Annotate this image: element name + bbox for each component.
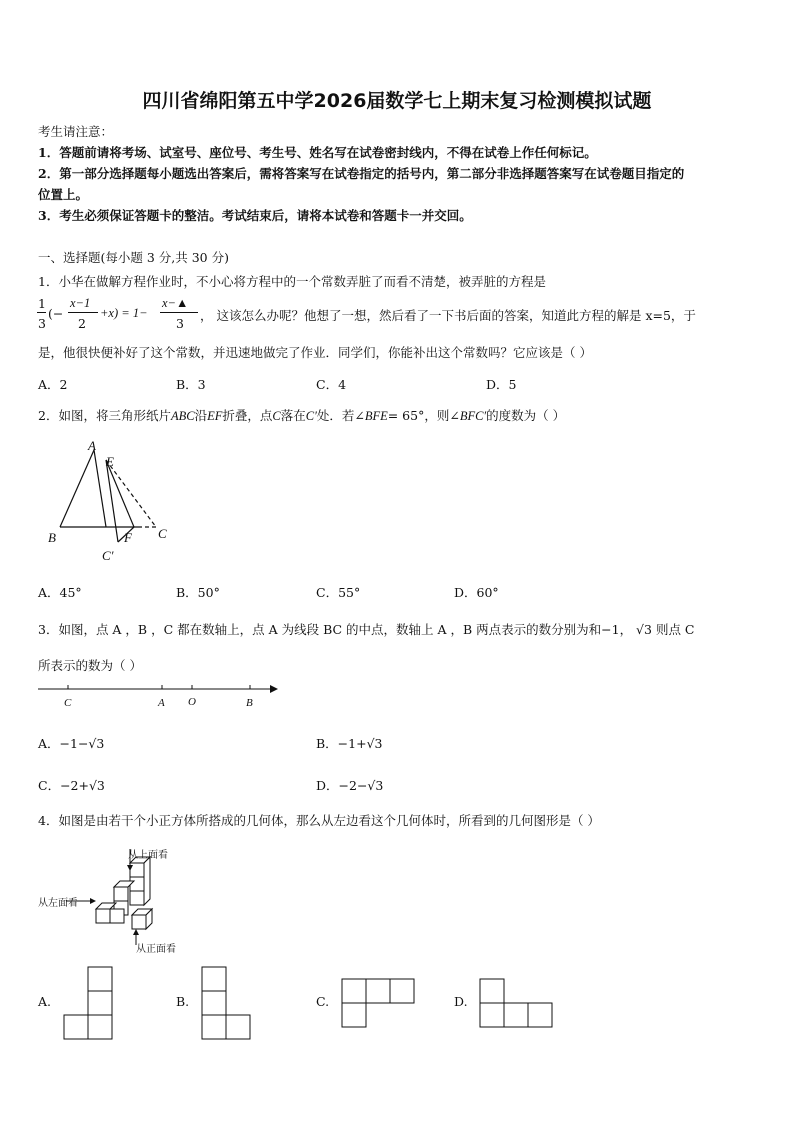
notice-item-1: 1．答题前请将考场、试室号、座位号、考生号、姓名写在试卷密封线内，不得在试卷上作任何标记。 bbox=[38, 145, 597, 160]
section-heading: 一、选择题(每小题 3 分,共 30 分) bbox=[38, 250, 229, 265]
q2-label-b: B bbox=[48, 530, 56, 545]
q1-option-b: B．3 bbox=[176, 377, 206, 392]
q4-option-a-figure bbox=[64, 966, 114, 1040]
q1-frac1-num: 1 bbox=[38, 296, 46, 311]
q2-label-cprime: C′ bbox=[102, 548, 114, 563]
q2-label-a: A bbox=[88, 438, 96, 453]
q3-axis-label-o: O bbox=[188, 696, 196, 708]
q2-stem: 2．如图，将三角形纸片ABC沿EF折叠，点C落在C′处．若∠BFE= 65°，则∠BFC′的度数为（ ） bbox=[38, 408, 566, 423]
q4-option-c-figure bbox=[341, 978, 415, 1028]
q3-option-d: D．−2−√3 bbox=[316, 778, 384, 793]
q2-label-e: E bbox=[106, 454, 114, 469]
q3-line2: 所表示的数为（ ） bbox=[38, 658, 142, 673]
q1-option-d: D．5 bbox=[486, 377, 517, 392]
q4-option-d-label: D. bbox=[454, 994, 468, 1009]
q3-axis-label-b: B bbox=[246, 697, 253, 709]
notice-item-3: 3．考生必须保证答题卡的整洁。考试结束后，请将本试卷和答题卡一并交回。 bbox=[38, 208, 472, 223]
q2-label-f: F bbox=[124, 530, 132, 545]
q1-line2-rest: ， 这该怎么办呢？他想了一想，然后看了一下书后面的答案，知道此方程的解是 x=5，于 bbox=[200, 308, 696, 323]
q3-option-b: B．−1+√3 bbox=[316, 736, 383, 751]
q3-axis-label-c: C bbox=[64, 697, 72, 709]
q1-frac1-den: 3 bbox=[38, 316, 46, 331]
q2-triangle-figure bbox=[40, 438, 180, 568]
q2-option-a: A．45° bbox=[38, 585, 82, 600]
q1-option-a: A．2 bbox=[38, 377, 68, 392]
q3-axis-label-a: A bbox=[158, 697, 165, 709]
q4-option-d-figure bbox=[479, 978, 553, 1028]
page-title: 四川省绵阳第五中学2026届数学七上期末复习检测模拟试题 bbox=[142, 90, 652, 112]
q4-option-c-label: C. bbox=[316, 994, 330, 1009]
q1-equation: 1 3 (− x−1 2 +x) = 1− x−▲ 3 ， 这该怎么办呢？他想了一想，然后看了一下书后面的答案，知道此方程的解是 x=5，于 bbox=[38, 296, 696, 331]
notice-heading: 考生请注意： bbox=[38, 124, 114, 139]
q4-option-b-label: B. bbox=[176, 994, 190, 1009]
q1-line1: 1．小华在做解方程作业时，不小心将方程中的一个常数弄脏了而看不清楚，被弄脏的方程是 bbox=[38, 274, 546, 289]
q4-label-left: 从左面看 bbox=[38, 898, 78, 909]
q4-option-a-label: A. bbox=[38, 994, 52, 1009]
q2-option-b: B．50° bbox=[176, 585, 220, 600]
q2-option-c: C．55° bbox=[316, 585, 361, 600]
notice-item-2: 2．第一部分选择题每小题选出答案后，需将答案写在试卷指定的括号内，第二部分非选择题答案写在试卷题目指定的 bbox=[38, 166, 685, 181]
q1-frac2-den: 2 bbox=[78, 316, 86, 331]
q1-eq-mid: +x) = 1− bbox=[100, 306, 148, 320]
q3-option-a: A．−1−√3 bbox=[38, 736, 105, 751]
q2-label-c: C bbox=[158, 526, 167, 541]
q3-line1: 3．如图，点 A ，B ，C 都在数轴上，点 A 为线段 BC 的中点，数轴上 A ，B 两点表示的数分别为和−1， √3 则点 C bbox=[38, 622, 695, 637]
q4-label-top: 从上面看 bbox=[128, 850, 168, 861]
q1-frac2-num: x−1 bbox=[70, 296, 91, 310]
q3-number-line bbox=[36, 680, 286, 714]
q3-option-c: C．−2+√3 bbox=[38, 778, 105, 793]
q2-option-d: D．60° bbox=[454, 585, 499, 600]
q1-line3: 是，他很快便补好了这个常数，并迅速地做完了作业．同学们，你能补出这个常数吗？它应该是（ ） bbox=[38, 345, 592, 360]
q1-frac3-den: 3 bbox=[176, 316, 184, 331]
q1-frac3-num: x−▲ bbox=[162, 296, 189, 310]
q4-option-b-figure bbox=[202, 966, 252, 1040]
q4-label-front: 从正面看 bbox=[136, 944, 176, 955]
q4-line1: 4．如图是由若干个小正方体所搭成的几何体，那么从左边看这个几何体时，所看到的几何图形是（ ） bbox=[38, 813, 600, 828]
q1-option-c: C．4 bbox=[316, 377, 347, 392]
notice-item-2-cont: 位置上。 bbox=[38, 187, 89, 202]
